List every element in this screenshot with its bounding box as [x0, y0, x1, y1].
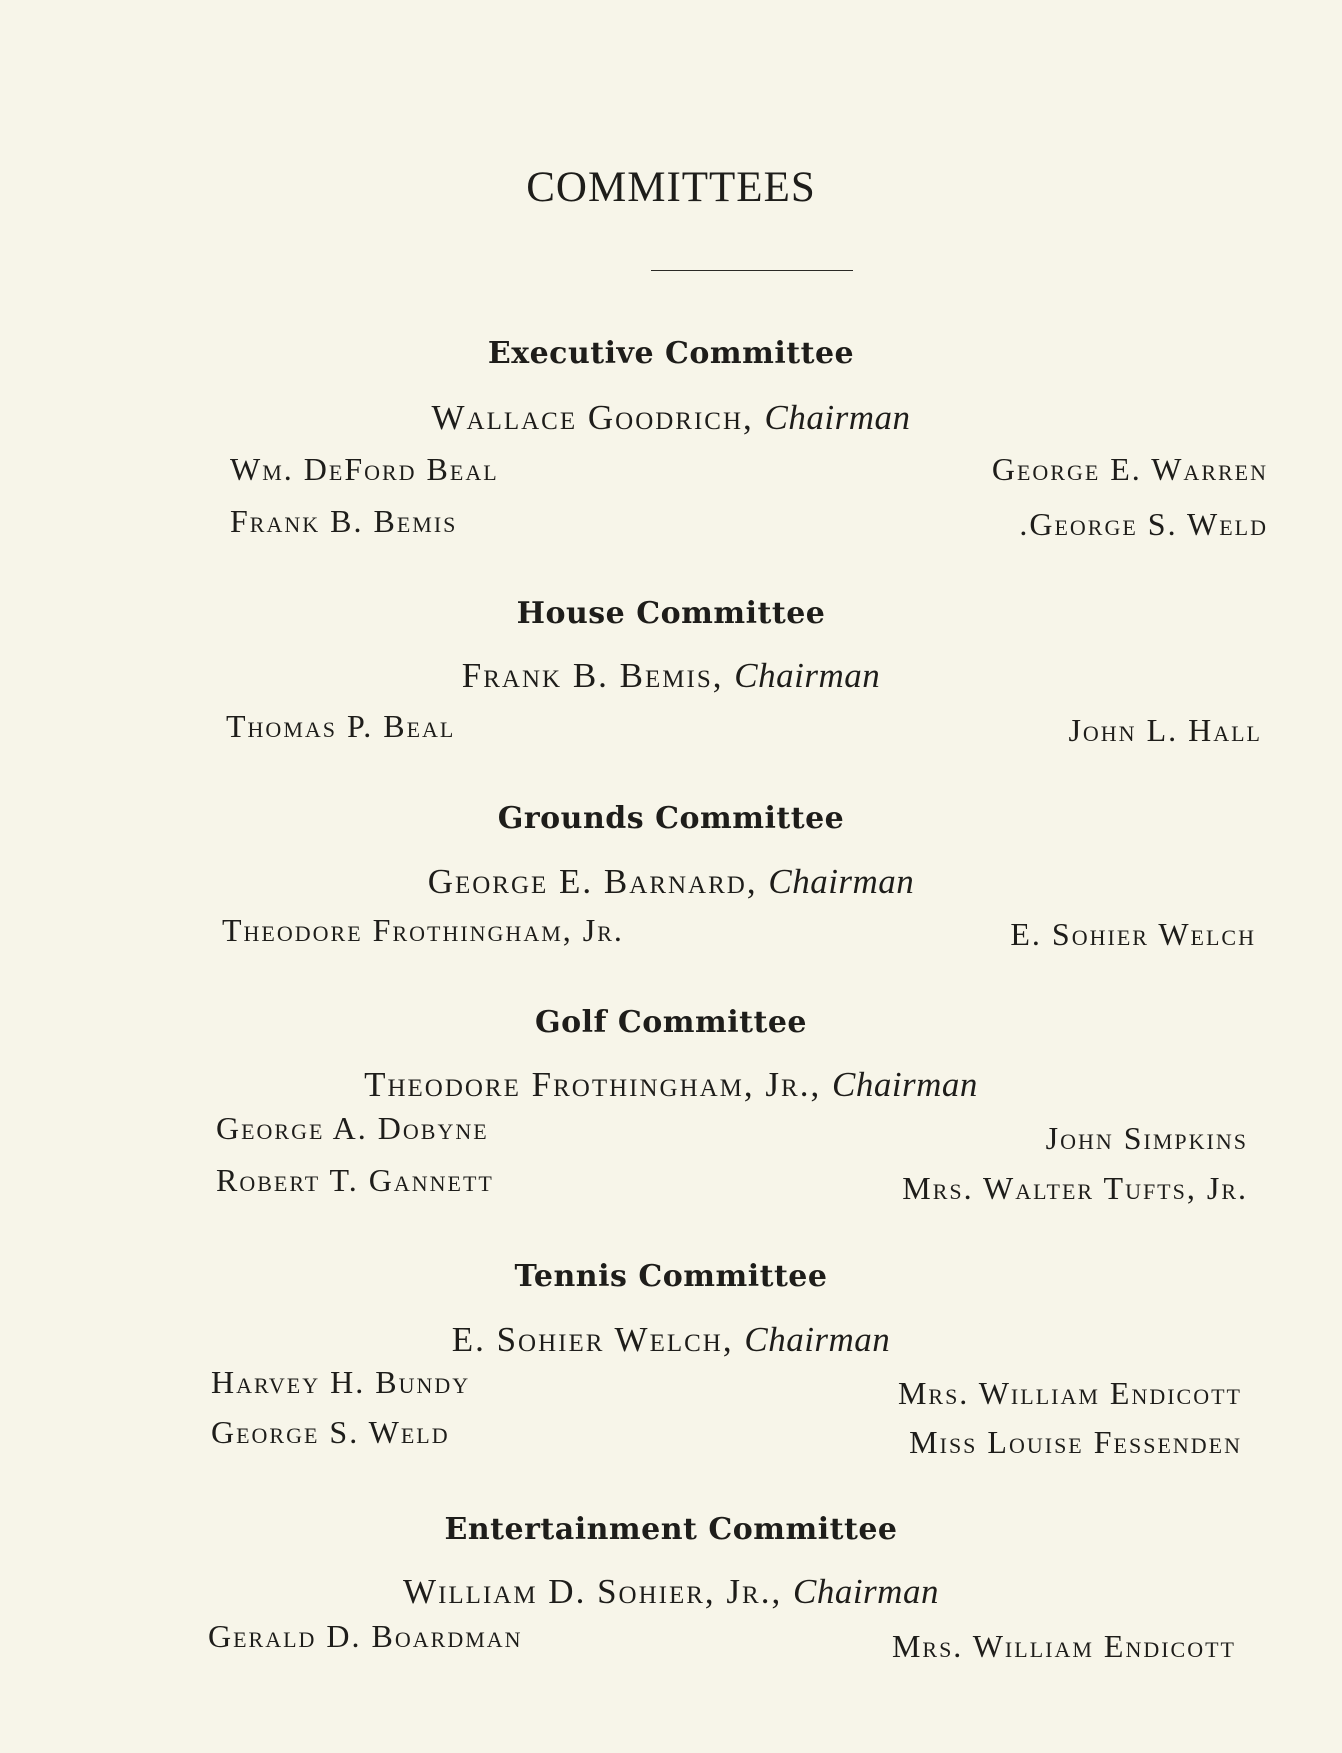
- committee-member: Mrs. William Endicott: [891, 1628, 1236, 1664]
- committee-heading: Golf Committee: [534, 1005, 808, 1040]
- title-divider: [651, 270, 853, 271]
- committee-member: Gerald D. Boardman: [208, 1618, 523, 1654]
- committee-member: .George S. Weld: [1019, 506, 1268, 542]
- committee-member: Thomas P. Beal: [226, 708, 456, 744]
- committee-member: George A. Dobyne: [216, 1110, 489, 1146]
- committee-chairman: [0, 658, 1342, 693]
- chairman-role: Chairman: [764, 398, 911, 437]
- committee-member: George E. Warren: [991, 451, 1268, 487]
- chairman-name: E. Sohier Welch,: [451, 1320, 734, 1359]
- chairman-role: Chairman: [792, 1572, 939, 1611]
- chairman-name: Frank B. Bemis,: [461, 656, 724, 695]
- committee-member: Mrs. Walter Tufts, Jr.: [902, 1170, 1248, 1206]
- committee-chairman: [0, 1574, 1342, 1609]
- committee-member: John L. Hall: [1068, 712, 1262, 748]
- committee-member: John Simpkins: [1045, 1120, 1248, 1156]
- committee-member: Harvey H. Bundy: [211, 1364, 471, 1400]
- committee-member: Robert T. Gannett: [216, 1162, 494, 1198]
- chairman-role: Chairman: [831, 1065, 978, 1104]
- committee-member: Frank B. Bemis: [230, 503, 458, 539]
- chairman-name: George E. Barnard,: [427, 862, 758, 901]
- committee-member: E. Sohier Welch: [1010, 916, 1256, 952]
- committee-chairman: [0, 1322, 1342, 1357]
- committee-heading: Entertainment Committee: [444, 1512, 898, 1547]
- committee-member: Wm. DeFord Beal: [230, 451, 499, 487]
- chairman-name: Wallace Goodrich,: [431, 398, 754, 437]
- page-title: COMMITTEES: [526, 164, 816, 211]
- committee-chairman: [0, 864, 1342, 899]
- committee-heading: House Committee: [516, 596, 826, 631]
- committee-heading: Executive Committee: [487, 336, 855, 371]
- chairman-role: Chairman: [744, 1320, 891, 1359]
- committee-heading: Tennis Committee: [514, 1259, 828, 1294]
- committee-member: George S. Weld: [211, 1414, 450, 1450]
- chairman-role: Chairman: [768, 862, 915, 901]
- committee-chairman: [0, 400, 1342, 435]
- committee-member: Miss Louise Fessenden: [909, 1424, 1242, 1460]
- committee-chairman: [0, 1067, 1342, 1102]
- committee-member: Mrs. William Endicott: [897, 1375, 1242, 1411]
- chairman-name: Theodore Frothingham, Jr.,: [364, 1065, 822, 1104]
- committee-heading: Grounds Committee: [497, 801, 845, 836]
- committee-member: Theodore Frothingham, Jr.: [222, 912, 624, 948]
- chairman-role: Chairman: [734, 656, 881, 695]
- chairman-name: William D. Sohier, Jr.,: [403, 1572, 783, 1611]
